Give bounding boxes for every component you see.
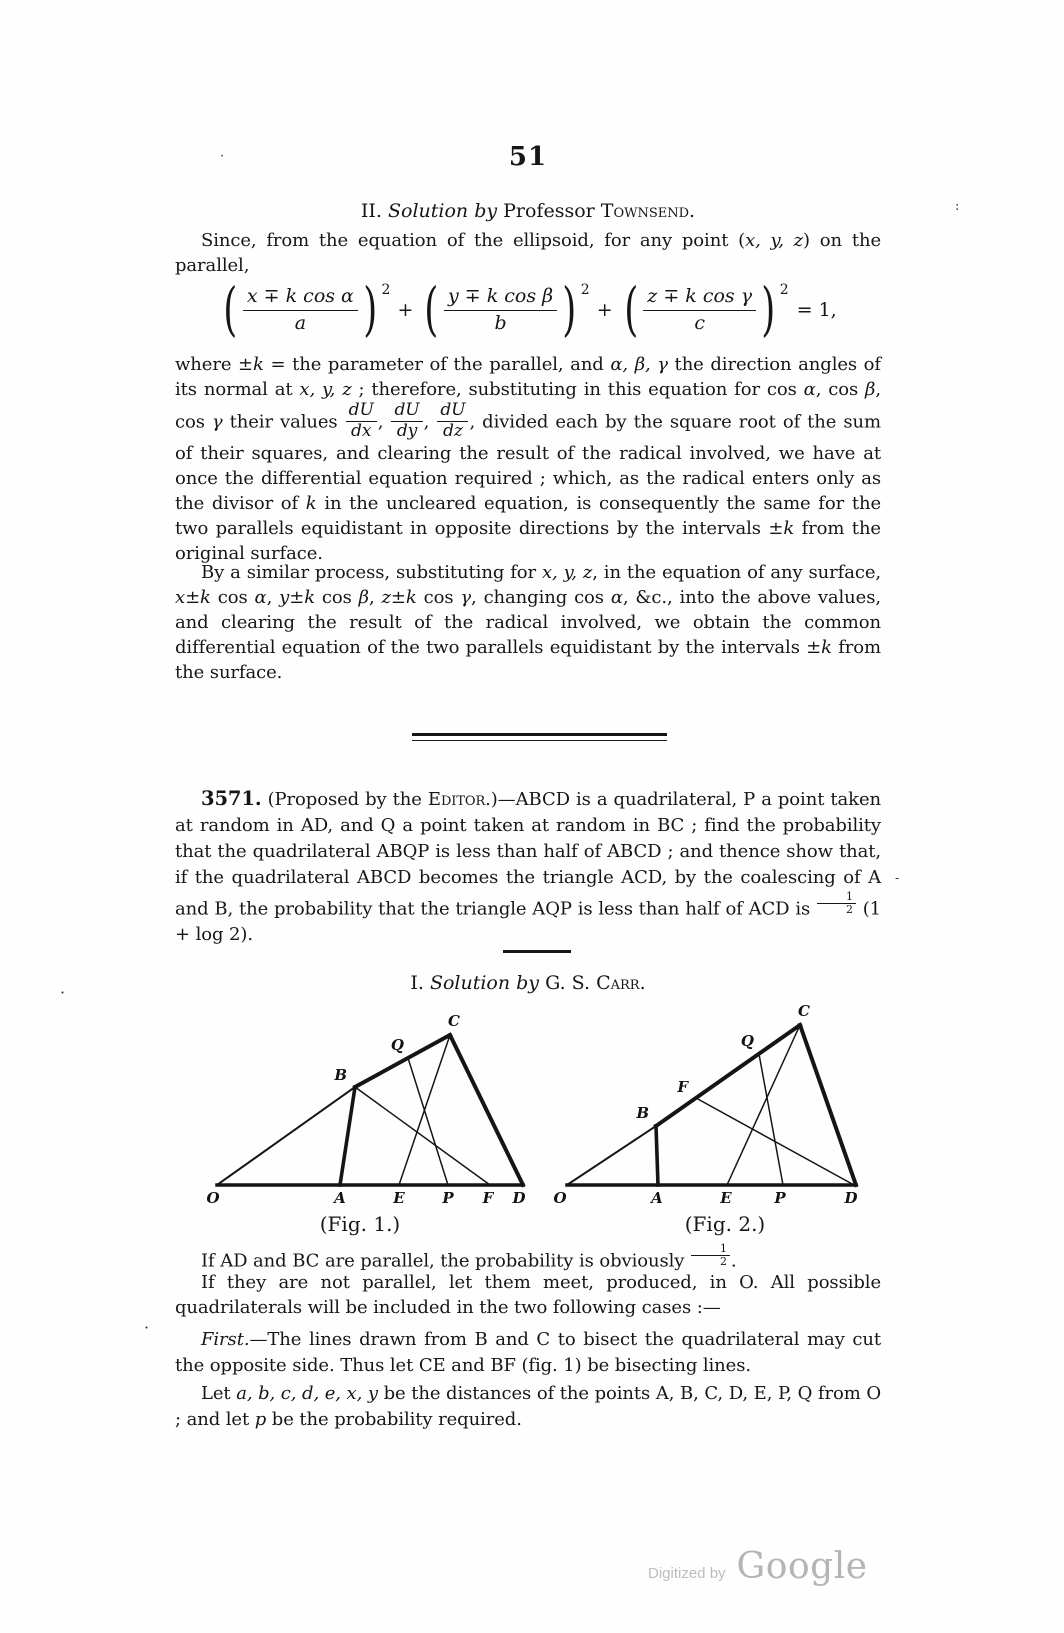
fig2-label-D: D <box>844 1189 858 1207</box>
heading-author-name: Carr. <box>596 972 646 994</box>
close-paren: ) <box>562 275 577 344</box>
heading-numeral: II. <box>360 200 382 222</box>
heading-author-name: Townsend. <box>600 200 696 222</box>
rule-line <box>412 733 667 736</box>
fig2-label-Q: Q <box>740 1032 754 1050</box>
equation-term-2 <box>420 275 590 344</box>
google-logo: Google <box>736 1546 868 1587</box>
fig1-label-P: P <box>442 1189 454 1207</box>
fig1-label-F: F <box>482 1189 494 1207</box>
plus-sign: + <box>397 299 414 321</box>
fig1-label-A: A <box>334 1189 346 1207</box>
page-number: 51 <box>508 142 548 172</box>
equation-equals-one: = 1, <box>796 299 837 321</box>
fig1-label-B: B <box>334 1066 347 1084</box>
heading-numeral: I. <box>410 972 424 994</box>
heading-author-prefix: G. S. <box>545 972 597 994</box>
digitized-by-google-watermark <box>648 1546 868 1587</box>
fig1-line-QP <box>408 1058 448 1185</box>
equation-term-3 <box>620 275 789 344</box>
fig2-line-BC <box>656 1025 800 1126</box>
open-paren: ( <box>424 275 439 344</box>
scan-speck: · <box>144 1318 150 1337</box>
figure-2-diagram <box>530 1000 875 1210</box>
close-paren: ) <box>363 275 378 344</box>
fig2-label-B: B <box>636 1104 649 1122</box>
scan-speck: · <box>220 149 225 164</box>
fraction: $\frac{\text{x ∓ k cos α}}{a}$ <box>243 286 358 335</box>
plus-sign: + <box>596 299 613 321</box>
figure-1-diagram <box>185 1000 535 1210</box>
fig2-label-F: F <box>677 1078 688 1096</box>
digitized-by-text: Digitized by <box>648 1565 726 1582</box>
fig2-line-CD <box>800 1025 856 1185</box>
fig2-label-A: A <box>651 1189 663 1207</box>
solution-divider-rule <box>503 950 571 953</box>
fig1-line-OB <box>217 1087 355 1185</box>
open-paren: ( <box>223 275 238 344</box>
scan-speck: : <box>955 199 960 214</box>
ellipsoid-parallel-equation <box>175 275 881 344</box>
scan-speck: · <box>60 983 66 1002</box>
fig2-line-OB <box>567 1126 656 1185</box>
fig2-label-E: E <box>720 1189 732 1207</box>
rule-line <box>412 740 667 742</box>
heading-solution-by: Solution by <box>423 972 546 994</box>
heading-solution-by: Solution by <box>381 200 504 222</box>
figure-1-caption: (Fig. 1.) <box>319 1212 401 1236</box>
exponent: 2 <box>381 282 391 298</box>
paragraph-let-distances: Let a, b, c, d, e, x, y be the distances of the points A, B, C, D, E, P, Q from O ; and let p be the probability required. <box>175 1383 881 1430</box>
paragraph-similar-process: By a similar process, substituting for x, y, z, in the equation of any surface, x±k cos α, y±k cos β, z±k cos γ, changing cos α, &c., into the above values, and clearing the result of the radical involved, we obtain the common differential equation of the two parallels equidistant by the intervals ±k from the surface. <box>175 562 881 683</box>
fraction: $\frac{\text{y ∓ k cos β}}{b}$ <box>444 286 557 335</box>
heading-author-prefix: Professor <box>503 200 601 222</box>
close-paren: ) <box>761 275 776 344</box>
paragraph-first-case: First.—The lines drawn from B and C to bisect the quadrilateral may cut the opposite side. Thus let CE and BF (fig. 1) be bisecting lines. <box>175 1329 881 1376</box>
exponent: 2 <box>779 282 789 298</box>
fig2-label-O: O <box>553 1189 567 1207</box>
fig2-label-C: C <box>798 1002 810 1020</box>
exponent: 2 <box>580 282 590 298</box>
paragraph-parallel-case: If AD and BC are parallel, the probability is obviously $\frac{1}{2}$ . <box>201 1242 737 1272</box>
carr-solution-heading <box>175 972 881 994</box>
fig2-line-BA <box>656 1126 658 1185</box>
fig2-line-QP <box>759 1054 783 1185</box>
section-divider-double-rule <box>412 733 667 741</box>
paragraph-where: where ±k = the parameter of the parallel, and α, β, γ the direction angles of its normal at x, y, z ; therefore, substituting in this equation for cos α, cos β, cos γ their values $\frac{dU}{dx}$ , $\frac{dU}{dy}$ , $\frac{dU}{dz}$ , divided each by the square root of the sum of their squares, and clearing the result of the radical involved, we have at once the differential equation required ; which, as the radical enters only as the divisor of k in the uncleared equation, is consequently the same for the two parallels equidistant in opposite directions by the intervals ±k from the original surface. <box>175 354 882 564</box>
fig1-label-D: D <box>512 1189 526 1207</box>
equation-term-1 <box>219 275 391 344</box>
fig1-label-O: O <box>206 1189 220 1207</box>
scan-speck: - <box>895 871 900 886</box>
fig1-line-BA <box>340 1087 355 1185</box>
fig1-line-CD <box>450 1035 523 1185</box>
figure-2-caption: (Fig. 2.) <box>684 1212 766 1236</box>
paragraph-not-parallel: If they are not parallel, let them meet, produced, in O. All possible quadrilaterals will be included in the two following cases :— <box>175 1272 881 1318</box>
paragraph-problem-3571: 3571. (Proposed by the Editor.)—ABCD is a quadrilateral, P a point taken at random in AD, and Q a point taken at random in BC ; find the probability that the quadrilateral ABQP is less than half of ABCD ; and thence show that, if the quadrilateral ABCD becomes the triangle ACD, by the coalescing of A and B, the probability that the triangle AQP is less than half of ACD is $\frac{1}{2}$ (1 + log 2). <box>175 787 882 946</box>
fig2-label-P: P <box>774 1189 786 1207</box>
fig1-label-E: E <box>393 1189 405 1207</box>
fig1-label-Q: Q <box>390 1036 404 1054</box>
paragraph-intro: Since, from the equation of the ellipsoid, for any point (x, y, z) on the parallel, <box>175 230 881 276</box>
townsend-solution-heading <box>175 200 881 222</box>
open-paren: ( <box>623 275 638 344</box>
fig1-label-C: C <box>448 1012 460 1030</box>
fraction: $\frac{\text{z ∓ k cos γ}}{c}$ <box>643 286 756 335</box>
